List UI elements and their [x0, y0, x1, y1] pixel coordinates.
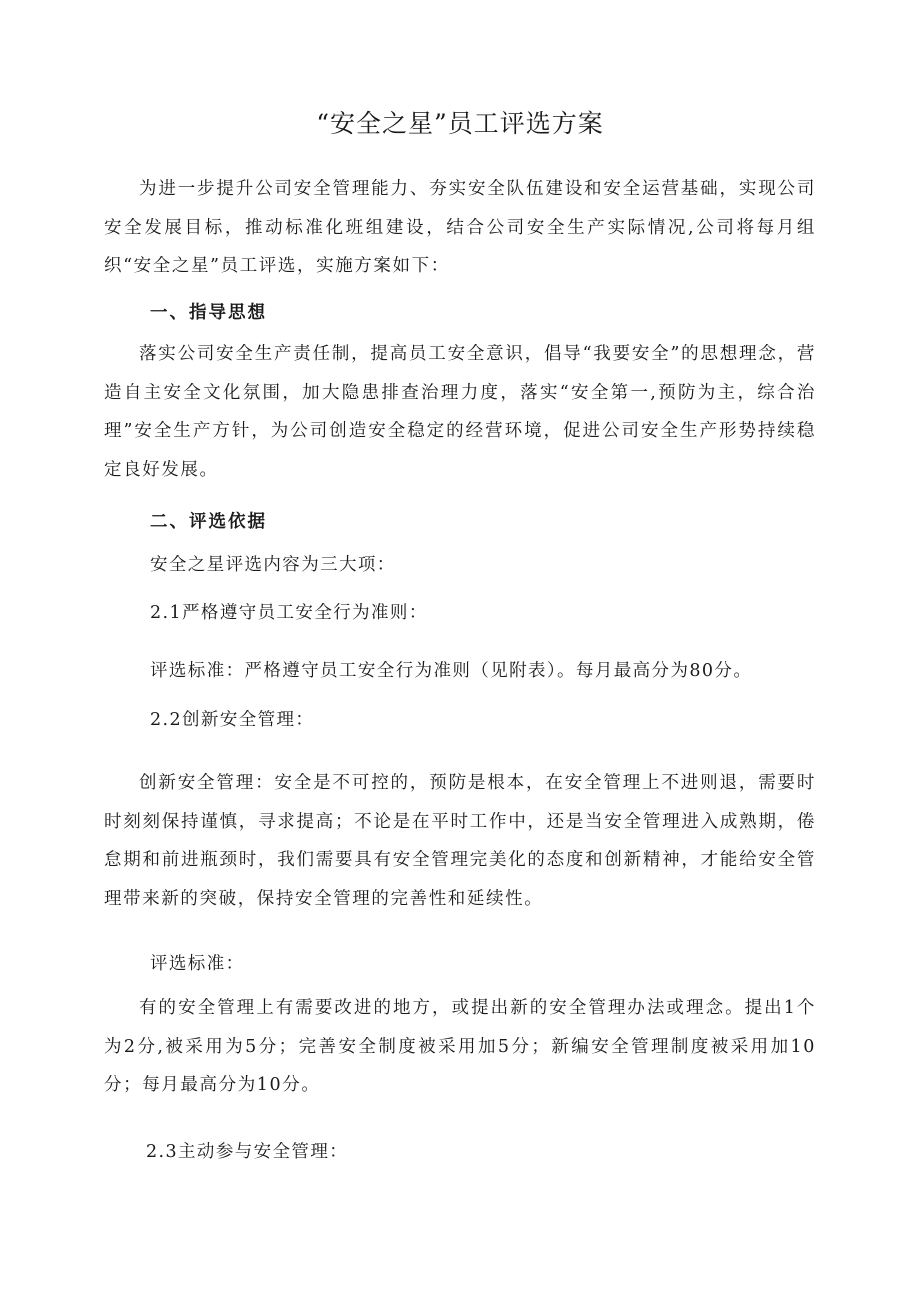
item-2-1-standard: 评选标准：严格遵守员工安全行为准则（见附表）。每月最高分为80分。 — [150, 661, 753, 681]
item-2-2-body: 创新安全管理：安全是不可控的，预防是根本，在安全管理上不进则退，需要时时刻刻保持谨慎，寻求提高；不论是在平时工作中，还是当安全管理进入成熟期，倦怠期和前进瓶颈时，我们需要具有安全管理完美化的态度和创新精神，才能给安全管理带来新的突破，保持安全管理的完善性和延续性。 — [104, 773, 816, 909]
item-2-3-heading: 2.3主动参与安全管理： — [146, 1142, 349, 1162]
section-1-body: 落实公司安全生产责任制，提高员工安全意识，倡导“我要安全”的思想理念，营造自主安全文化氛围，加大隐患排查治理力度，落实“安全第一,预防为主，综合治理”安全生产方针，为公司创造安全稳定的经营环境，促进公司安全生产形势持续稳定良好发展。 — [104, 344, 816, 480]
section-1-heading: 一、指导思想 — [150, 303, 267, 323]
item-2-2-standard: 有的安全管理上有需要改进的地方，或提出新的安全管理办法或理念。提出1个为2分,被采用为5分；完善安全制度被采用加5分；新编安全管理制度被采用加10分；每月最高分为10分。 — [104, 998, 816, 1095]
item-2-1-heading: 2.1严格遵守员工安全行为准则： — [150, 603, 428, 623]
item-2-2-heading: 2.2创新安全管理： — [150, 710, 315, 730]
section-2-heading: 二、评选依据 — [150, 512, 267, 532]
document-title: “安全之星”员工评选方案 — [316, 109, 604, 138]
intro-paragraph: 为进一步提升公司安全管理能力、夯实安全队伍建设和安全运营基础，实现公司安全发展目标，推动标准化班组建设，结合公司安全生产实际情况,公司将每月组织“安全之星”员工评选，实施方案如下： — [104, 179, 816, 276]
section-2-intro: 安全之星评选内容为三大项： — [150, 555, 396, 575]
item-2-2-standard-label: 评选标准： — [150, 954, 245, 974]
